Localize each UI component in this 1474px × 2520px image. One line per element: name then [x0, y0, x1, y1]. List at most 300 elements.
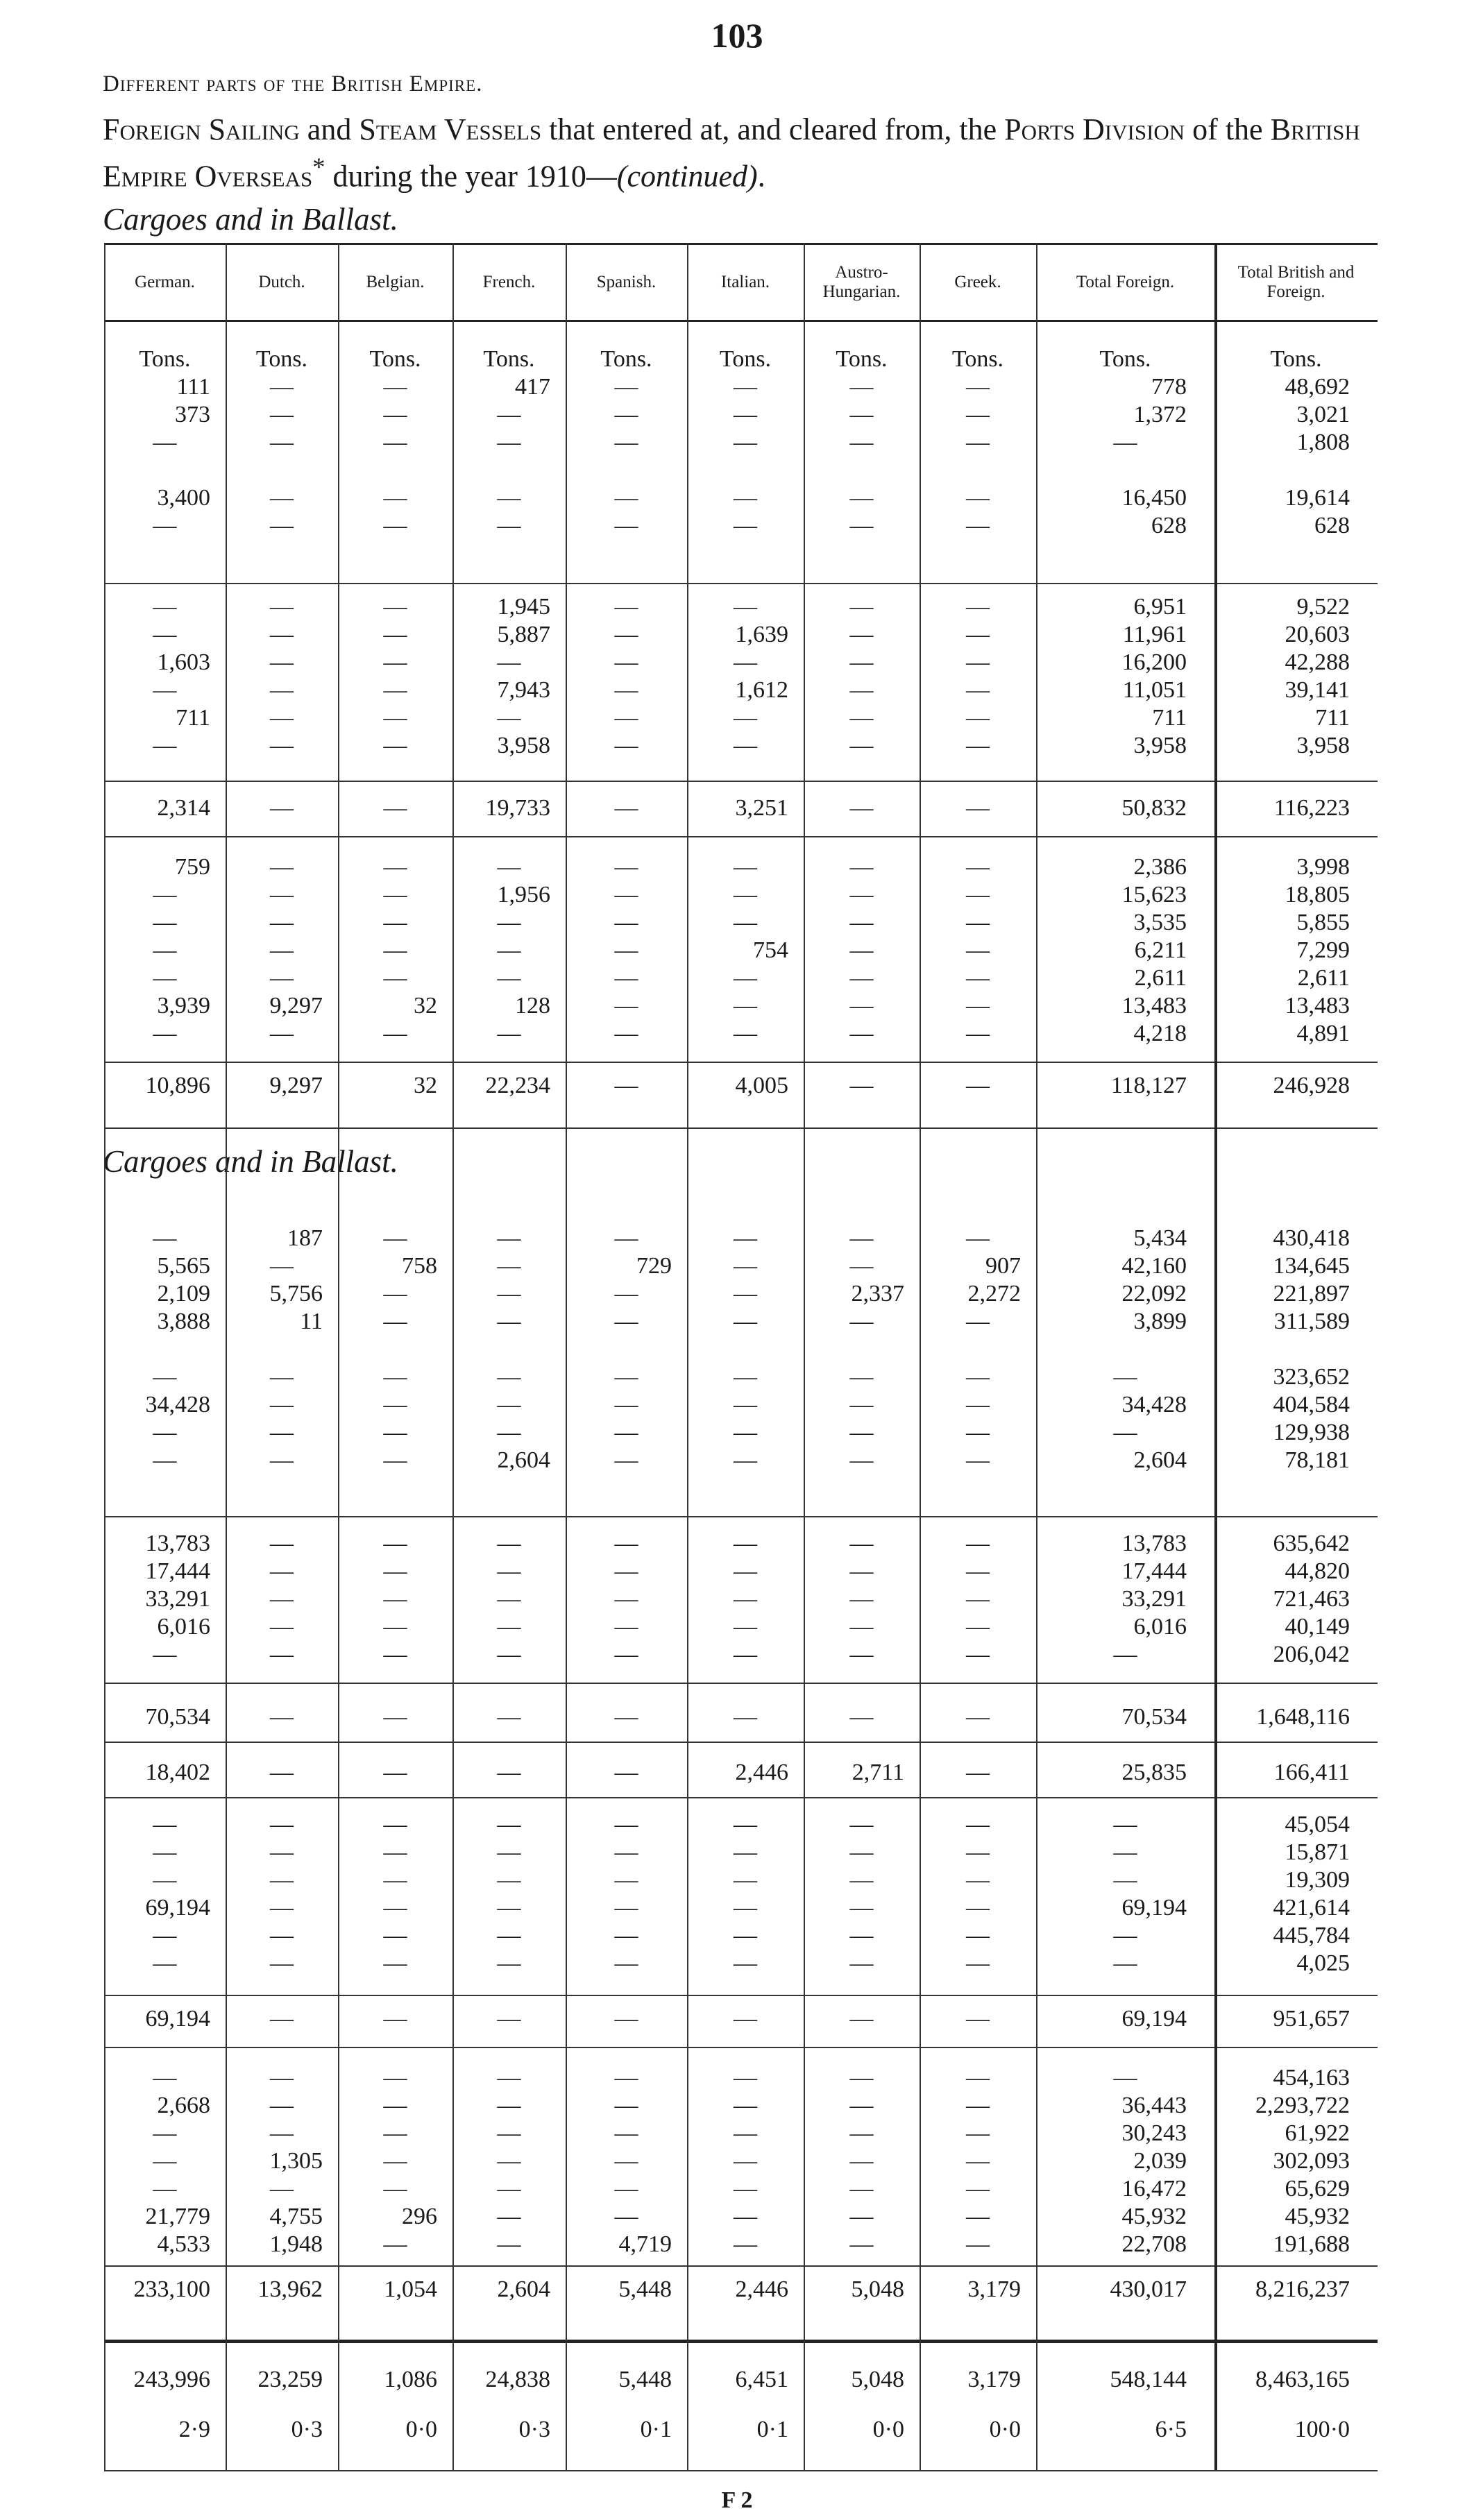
table-cell: 22,234 [485, 1073, 550, 1098]
dash-cell: — [383, 374, 407, 400]
table-cell: 13,483 [1285, 993, 1350, 1019]
dash-cell: — [270, 1839, 294, 1865]
table-cell: 302,093 [1273, 2148, 1350, 2174]
dash-cell: — [383, 2148, 407, 2174]
dash-cell: — [734, 1364, 757, 1390]
dash-cell: — [966, 2006, 990, 2032]
table-left-border [104, 243, 105, 2470]
title-part: during the year 1910— [325, 159, 617, 194]
dash-cell: — [849, 1309, 874, 1334]
dash-cell: — [270, 429, 294, 455]
dash-cell: — [383, 1281, 407, 1306]
dash-cell: — [614, 402, 638, 427]
title-part: British Empire Overseas [103, 112, 1360, 194]
row-divider [104, 2340, 1378, 2343]
title-part: Division [1083, 112, 1185, 146]
table-cell: 758 [402, 1253, 437, 1279]
table-cell: 25,835 [1121, 1760, 1187, 1785]
column-divider [566, 243, 567, 2470]
table-cell: 8,216,237 [1255, 2276, 1350, 2302]
dash-cell: — [270, 1812, 294, 1837]
table-cell: 1,086 [384, 2367, 437, 2392]
dash-cell: — [966, 733, 990, 758]
dash-cell: — [383, 1420, 407, 1445]
dash-cell: — [734, 485, 757, 511]
dash-cell: — [849, 1839, 874, 1865]
dash-cell: — [383, 513, 407, 538]
table-cell: 2,039 [1133, 2148, 1187, 2174]
dash-cell: — [966, 1642, 990, 1667]
dash-cell: — [734, 2120, 757, 2146]
table-cell: 15,623 [1121, 882, 1187, 908]
dash-cell: — [734, 2148, 757, 2174]
dash-cell: — [614, 1614, 638, 1640]
dash-cell: — [497, 1812, 521, 1837]
table-cell: 6,016 [1133, 1614, 1187, 1640]
row-divider [104, 1797, 1378, 1798]
dash-cell: — [383, 1642, 407, 1667]
dash-cell: — [1113, 1812, 1137, 1837]
dash-cell: — [153, 1420, 177, 1445]
table-cell: 2,446 [735, 1760, 788, 1785]
dash-cell: — [270, 1704, 294, 1730]
subheading-cargoes-ballast: Cargoes and in Ballast. [103, 202, 398, 237]
dash-cell: — [497, 1760, 521, 1785]
unit-label: Tons. [483, 346, 535, 372]
dash-cell: — [966, 1021, 990, 1046]
dash-cell: — [383, 1839, 407, 1865]
dash-cell: — [849, 2204, 874, 2229]
dash-cell: — [849, 1073, 874, 1098]
dash-cell: — [383, 733, 407, 758]
row-divider [104, 1742, 1378, 1743]
dash-cell: — [497, 1253, 521, 1279]
dash-cell: — [270, 1895, 294, 1921]
column-header: Dutch. [258, 273, 305, 291]
table-cell: 69,194 [145, 1895, 210, 1921]
dash-cell: — [734, 2065, 757, 2091]
dash-cell: — [270, 649, 294, 675]
table-cell: 4,025 [1296, 1950, 1350, 1976]
dash-cell: — [614, 2120, 638, 2146]
dash-cell: — [383, 1895, 407, 1921]
table-cell: 42,288 [1285, 649, 1350, 675]
dash-cell: — [383, 1225, 407, 1251]
dash-cell: — [614, 513, 638, 538]
dash-cell: — [849, 733, 874, 758]
dash-cell: — [497, 965, 521, 991]
dash-cell: — [849, 2065, 874, 2091]
dash-cell: — [849, 2006, 874, 2032]
dash-cell: — [966, 2065, 990, 2091]
table-cell: 445,784 [1273, 1923, 1350, 1948]
dash-cell: — [734, 2231, 757, 2257]
column-header: Spanish. [596, 273, 656, 291]
dash-cell: — [1113, 1642, 1137, 1667]
dash-cell: — [849, 1642, 874, 1667]
dash-cell: — [966, 1586, 990, 1612]
dash-cell: — [849, 622, 874, 647]
row-divider [104, 2047, 1378, 2048]
table-cell: 34,428 [145, 1392, 210, 1418]
table-cell: 24,838 [485, 2367, 550, 2392]
dash-cell: — [497, 1558, 521, 1584]
dash-cell: — [383, 649, 407, 675]
table-cell: 907 [985, 1253, 1021, 1279]
dash-cell: — [614, 2065, 638, 2091]
table-cell: 3,998 [1296, 854, 1350, 880]
dash-cell: — [734, 1531, 757, 1556]
dash-cell: — [270, 2120, 294, 2146]
dash-cell: — [849, 1704, 874, 1730]
dash-cell: — [849, 677, 874, 703]
dash-cell: — [153, 1225, 177, 1251]
dash-cell: — [966, 2120, 990, 2146]
table-cell: 39,141 [1285, 677, 1350, 703]
column-divider [226, 243, 227, 2470]
dash-cell: — [1113, 1950, 1137, 1976]
table-cell: 61,922 [1285, 2120, 1350, 2146]
table-cell: 1,612 [735, 677, 788, 703]
unit-label: Tons. [600, 346, 652, 372]
title-part: Steam Vessels [359, 112, 542, 146]
table-cell: 2,386 [1133, 854, 1187, 880]
table-cell: 5,448 [618, 2367, 672, 2392]
table-cell: 711 [176, 705, 210, 731]
dash-cell: — [497, 1642, 521, 1667]
table-cell: 628 [1151, 513, 1187, 538]
dash-cell: — [383, 2231, 407, 2257]
table-cell: 233,100 [133, 2276, 210, 2302]
dash-cell: — [849, 1923, 874, 1948]
dash-cell: — [849, 1225, 874, 1251]
dash-cell: — [734, 2093, 757, 2118]
dash-cell: — [614, 854, 638, 880]
table-cell: 4,755 [269, 2204, 323, 2229]
dash-cell: — [614, 705, 638, 731]
column-divider [687, 243, 688, 2470]
subheading-cargoes-ballast-2: Cargoes and in Ballast. [103, 1144, 398, 1179]
table-cell: 0·1 [640, 2417, 672, 2442]
dash-cell: — [497, 1923, 521, 1948]
dash-cell: — [497, 1392, 521, 1418]
dash-cell: — [1113, 1364, 1137, 1390]
dash-cell: — [966, 1950, 990, 1976]
dash-cell: — [849, 2148, 874, 2174]
table-cell: 0·3 [291, 2417, 323, 2442]
dash-cell: — [966, 1867, 990, 1893]
table-cell: 1,305 [269, 2148, 323, 2174]
dash-cell: — [849, 1950, 874, 1976]
dash-cell: — [966, 1704, 990, 1730]
dash-cell: — [497, 2065, 521, 2091]
table-cell: 13,962 [257, 2276, 323, 2302]
dash-cell: — [497, 1586, 521, 1612]
table-cell: 23,259 [257, 2367, 323, 2392]
dash-cell: — [734, 429, 757, 455]
dash-cell: — [849, 1558, 874, 1584]
dash-cell: — [497, 1281, 521, 1306]
table-cell: 70,534 [1121, 1704, 1187, 1730]
dash-cell: — [849, 795, 874, 821]
dash-cell: — [614, 993, 638, 1019]
table-cell: 17,444 [145, 1558, 210, 1584]
dash-cell: — [153, 429, 177, 455]
dash-cell: — [383, 1760, 407, 1785]
column-divider [338, 243, 339, 2470]
dash-cell: — [966, 1225, 990, 1251]
dash-cell: — [270, 733, 294, 758]
dash-cell: — [383, 1586, 407, 1612]
dash-cell: — [270, 1614, 294, 1640]
table-cell: 2,611 [1297, 965, 1350, 991]
dash-cell: — [734, 513, 757, 538]
dash-cell: — [153, 910, 177, 935]
table-cell: 19,614 [1285, 485, 1350, 511]
dash-cell: — [734, 1950, 757, 1976]
table-cell: 34,428 [1121, 1392, 1187, 1418]
table-cell: 759 [175, 854, 210, 880]
row-divider [104, 836, 1378, 837]
dash-cell: — [383, 1309, 407, 1334]
dash-cell: — [153, 677, 177, 703]
dash-cell: — [270, 1642, 294, 1667]
row-divider [104, 2470, 1378, 2471]
column-header: Austro- Hungarian. [822, 263, 901, 301]
table-cell: 13,483 [1121, 993, 1187, 1019]
dash-cell: — [734, 374, 757, 400]
table-cell: 33,291 [1121, 1586, 1187, 1612]
dash-cell: — [153, 1021, 177, 1046]
table-cell: 6,951 [1133, 594, 1187, 620]
dash-cell: — [849, 993, 874, 1019]
table-cell: 16,450 [1121, 485, 1187, 511]
table-cell: 11,961 [1122, 622, 1187, 647]
dash-cell: — [614, 882, 638, 908]
table-cell: 116,223 [1273, 795, 1350, 821]
table-cell: 3,958 [497, 733, 550, 758]
dash-cell: — [966, 2204, 990, 2229]
table-cell: 32 [414, 993, 437, 1019]
dash-cell: — [849, 705, 874, 731]
unit-label: Tons. [255, 346, 308, 372]
title-part: Foreign Sailing [103, 112, 300, 146]
dash-cell: — [1113, 429, 1137, 455]
table-cell: 9,297 [269, 993, 323, 1019]
table-cell: 11,051 [1122, 677, 1187, 703]
column-divider [804, 243, 805, 2470]
dash-cell: — [270, 705, 294, 731]
table-cell: 8,463,165 [1255, 2367, 1350, 2392]
dash-cell: — [383, 854, 407, 880]
table-cell: 2,446 [735, 2276, 788, 2302]
table-cell: 296 [402, 2204, 437, 2229]
dash-cell: — [849, 1364, 874, 1390]
table-cell: 1,639 [735, 622, 788, 647]
dash-cell: — [734, 1281, 757, 1306]
dash-cell: — [966, 1364, 990, 1390]
dash-cell: — [614, 1021, 638, 1046]
table-cell: 6·5 [1155, 2417, 1187, 2442]
dash-cell: — [734, 854, 757, 880]
dash-cell: — [270, 1923, 294, 1948]
dash-cell: — [383, 1923, 407, 1948]
dash-cell: — [383, 485, 407, 511]
dash-cell: — [966, 854, 990, 880]
dash-cell: — [153, 1923, 177, 1948]
dash-cell: — [849, 1531, 874, 1556]
dash-cell: — [383, 1531, 407, 1556]
table-cell: 4,218 [1133, 1021, 1187, 1046]
dash-cell: — [614, 1812, 638, 1837]
title-part: Ports [1004, 112, 1076, 146]
dash-cell: — [966, 1923, 990, 1948]
dash-cell: — [383, 1867, 407, 1893]
dash-cell: — [497, 1531, 521, 1556]
dash-cell: — [383, 937, 407, 963]
dash-cell: — [497, 1950, 521, 1976]
table-cell: 373 [175, 402, 210, 427]
table-cell: 129,938 [1273, 1420, 1350, 1445]
table-cell: 1,956 [497, 882, 550, 908]
dash-cell: — [966, 965, 990, 991]
dash-cell: — [270, 795, 294, 821]
dash-cell: — [966, 2176, 990, 2202]
dash-cell: — [966, 485, 990, 511]
dash-cell: — [270, 402, 294, 427]
table-cell: 1,948 [269, 2231, 323, 2257]
table-cell: 2,314 [157, 795, 210, 821]
dash-cell: — [849, 1447, 874, 1473]
dash-cell: — [497, 1704, 521, 1730]
dash-cell: — [849, 910, 874, 935]
table-cell: 13,783 [1121, 1531, 1187, 1556]
page-number: 103 [711, 16, 763, 55]
dash-cell: — [849, 1586, 874, 1612]
table-cell: 78,181 [1285, 1447, 1350, 1473]
dash-cell: — [849, 485, 874, 511]
dash-cell: — [270, 1253, 294, 1279]
table-cell: 4,005 [735, 1073, 788, 1098]
dash-cell: — [966, 2231, 990, 2257]
column-header: Belgian. [366, 273, 425, 291]
table-cell: 15,871 [1285, 1839, 1350, 1865]
dash-cell: — [497, 513, 521, 538]
dash-cell: — [1113, 1839, 1137, 1865]
dash-cell: — [849, 429, 874, 455]
table-cell: 36,443 [1121, 2093, 1187, 2118]
unit-label: Tons. [1099, 346, 1151, 372]
dash-cell: — [614, 1073, 638, 1098]
column-divider [1036, 243, 1037, 2470]
dash-cell: — [383, 882, 407, 908]
dash-cell: — [966, 429, 990, 455]
table-cell: 951,657 [1273, 2006, 1350, 2032]
column-header: Italian. [720, 273, 770, 291]
table-cell: 22,092 [1121, 1281, 1187, 1306]
dash-cell: — [614, 795, 638, 821]
dash-cell: — [153, 622, 177, 647]
dash-cell: — [383, 2006, 407, 2032]
table-cell: 48,692 [1285, 374, 1350, 400]
dash-cell: — [614, 1950, 638, 1976]
table-cell: 7,299 [1296, 937, 1350, 963]
column-header: Greek. [954, 273, 1001, 291]
dash-cell: — [734, 1839, 757, 1865]
dash-cell: — [270, 677, 294, 703]
table-cell: 7,943 [497, 677, 550, 703]
column-divider [452, 243, 454, 2470]
unit-label: Tons. [719, 346, 772, 372]
dash-cell: — [383, 1447, 407, 1473]
dash-cell: — [497, 2120, 521, 2146]
dash-cell: — [849, 937, 874, 963]
dash-cell: — [153, 594, 177, 620]
dash-cell: — [849, 2120, 874, 2146]
table-cell: 1,945 [497, 594, 550, 620]
table-cell: 711 [1315, 705, 1350, 731]
table-cell: 721,463 [1273, 1586, 1350, 1612]
dash-cell: — [734, 910, 757, 935]
dash-cell: — [153, 1447, 177, 1473]
title-part: of the [1185, 112, 1271, 146]
dash-cell: — [614, 2204, 638, 2229]
dash-cell: — [497, 937, 521, 963]
table-cell: 3,958 [1133, 733, 1187, 758]
table-cell: 3,958 [1296, 733, 1350, 758]
dash-cell: — [270, 374, 294, 400]
dash-cell: — [966, 1614, 990, 1640]
table-cell: 2,711 [852, 1760, 904, 1785]
table-cell: 311,589 [1273, 1309, 1350, 1334]
heading-british-empire: Different parts of the British Empire. [103, 71, 483, 96]
dash-cell: — [383, 2065, 407, 2091]
dash-cell: — [614, 1642, 638, 1667]
dash-cell: — [614, 429, 638, 455]
dash-cell: — [734, 1812, 757, 1837]
dash-cell: — [497, 649, 521, 675]
dash-cell: — [849, 882, 874, 908]
table-cell: 454,163 [1273, 2065, 1350, 2091]
table-cell: 134,645 [1273, 1253, 1350, 1279]
dash-cell: — [383, 2120, 407, 2146]
table-cell: 0·0 [405, 2417, 437, 2442]
table-cell: 6,016 [157, 1614, 210, 1640]
table-cell: 2,604 [1133, 1447, 1187, 1473]
table-cell: 100·0 [1294, 2417, 1350, 2442]
dash-cell: — [497, 2204, 521, 2229]
dash-cell: — [497, 1021, 521, 1046]
dash-cell: — [270, 882, 294, 908]
row-divider [104, 1127, 1378, 1129]
row-divider [104, 1683, 1378, 1684]
dash-cell: — [849, 2231, 874, 2257]
dash-cell: — [270, 2176, 294, 2202]
dash-cell: — [153, 1839, 177, 1865]
dash-cell: — [270, 937, 294, 963]
dash-cell: — [270, 1586, 294, 1612]
dash-cell: — [966, 993, 990, 1019]
table-cell: 45,932 [1285, 2204, 1350, 2229]
table-cell: 0·3 [518, 2417, 550, 2442]
table-cell: 1,648,116 [1256, 1704, 1350, 1730]
dash-cell: — [153, 882, 177, 908]
dash-cell: — [1113, 1923, 1137, 1948]
column-divider [920, 243, 921, 2470]
row-divider [104, 781, 1378, 782]
dash-cell: — [270, 2093, 294, 2118]
table-cell: 19,733 [485, 795, 550, 821]
